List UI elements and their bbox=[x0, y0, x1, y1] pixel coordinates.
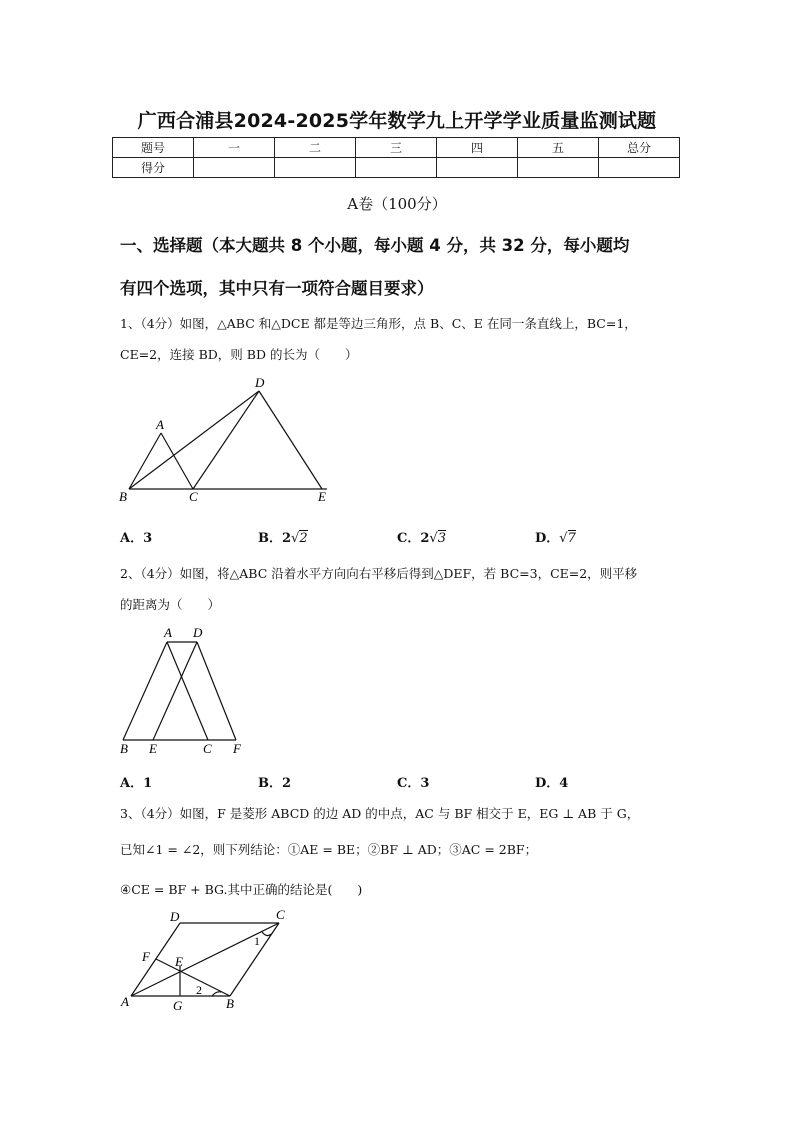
volume-heading: A卷（100分） bbox=[347, 195, 447, 213]
q3-label-c: C bbox=[276, 907, 285, 922]
q1-stem-line2: CE=2，连接 BD，则 BD 的长为（ ） bbox=[120, 347, 358, 362]
sqrt-icon: √ bbox=[429, 531, 438, 546]
q3-label-e: E bbox=[175, 954, 183, 969]
score-input-cell[interactable] bbox=[275, 158, 356, 178]
q1-option-a[interactable]: A．3 bbox=[120, 531, 153, 546]
table-cell: 二 bbox=[275, 138, 356, 158]
q1-figure bbox=[110, 372, 340, 507]
q3-label-d: D bbox=[170, 909, 180, 924]
q2-figure bbox=[112, 622, 252, 757]
q3-stem-line2: 已知∠1 = ∠2，则下列结论：①AE = BE；②BF ⊥ AD；③AC = 2BF； bbox=[120, 842, 538, 857]
q3-stem-line1: 3、（4分）如图，F 是菱形 ABCD 的边 AD 的中点，AC 与 BF 相交于 E，EG ⊥ AB 于 G， bbox=[120, 806, 640, 821]
score-input-cell[interactable] bbox=[194, 158, 275, 178]
score-input-cell[interactable] bbox=[437, 158, 518, 178]
q2-label-d: D bbox=[193, 625, 203, 640]
q2-option-a[interactable]: A．1 bbox=[120, 776, 153, 791]
q2-label-f: F bbox=[233, 741, 241, 756]
q2-option-d[interactable]: D．4 bbox=[535, 776, 569, 791]
q2-stem-line2: 的距离为（ ） bbox=[120, 597, 221, 612]
sqrt-icon: √ bbox=[559, 531, 568, 546]
q3-label-a: A bbox=[121, 994, 129, 1009]
q1-label-c: C bbox=[189, 489, 198, 504]
table-cell: 五 bbox=[518, 138, 599, 158]
q1-label-d: D bbox=[255, 375, 265, 390]
q2-label-e: E bbox=[149, 741, 157, 756]
score-input-cell[interactable] bbox=[356, 158, 437, 178]
q2-label-c: C bbox=[203, 741, 212, 756]
section-heading-line2: 有四个选项，其中只有一项符合题目要求） bbox=[120, 279, 434, 298]
q1-label-a: A bbox=[156, 417, 164, 432]
q2-label-a: A bbox=[164, 625, 172, 640]
table-row bbox=[113, 138, 680, 158]
q2-option-c[interactable]: C．3 bbox=[397, 776, 430, 791]
section-heading-line1: 一、选择题（本大题共 8 个小题，每小题 4 分，共 32 分，每小题均 bbox=[120, 236, 630, 255]
table-cell: 一 bbox=[194, 138, 275, 158]
score-input-cell[interactable] bbox=[518, 158, 599, 178]
q1-option-c[interactable]: C．2√3 bbox=[397, 531, 446, 546]
q1-stem-line1: 1、（4分）如图，△ABC 和△DCE 都是等边三角形，点 B、C、E 在同一条直线上，BC=1， bbox=[120, 316, 637, 331]
q3-stem-line3: ④CE = BF + BG.其中正确的结论是( ) bbox=[120, 882, 363, 897]
q2-option-b[interactable]: B．2 bbox=[258, 776, 292, 791]
table-cell: 总分 bbox=[599, 138, 680, 158]
sqrt-icon: √ bbox=[291, 531, 300, 546]
q3-label-f: F bbox=[142, 949, 150, 964]
page-title: 广西合浦县2024-2025学年数学九上开学学业质量监测试题 bbox=[137, 110, 657, 132]
q1-option-b[interactable]: B．2√2 bbox=[258, 531, 308, 546]
q3-angle-1: 1 bbox=[254, 934, 260, 948]
q1-label-b: B bbox=[119, 489, 127, 504]
table-cell: 三 bbox=[356, 138, 437, 158]
table-cell: 题号 bbox=[113, 138, 194, 158]
q3-label-b: B bbox=[226, 996, 234, 1011]
q2-stem-line1: 2、（4分）如图，将△ABC 沿着水平方向向右平移后得到△DEF，若 BC=3，CE=2，则平移 bbox=[120, 566, 638, 581]
q1-label-e: E bbox=[318, 489, 326, 504]
score-table bbox=[112, 137, 680, 178]
score-input-cell[interactable] bbox=[599, 158, 680, 178]
table-row bbox=[113, 158, 680, 178]
table-cell: 四 bbox=[437, 138, 518, 158]
q3-figure bbox=[112, 904, 302, 1014]
q1-option-d[interactable]: D．√7 bbox=[535, 531, 576, 546]
q2-label-b: B bbox=[120, 741, 128, 756]
q3-angle-2: 2 bbox=[196, 983, 202, 997]
q3-label-g: G bbox=[173, 998, 183, 1013]
table-cell: 得分 bbox=[113, 158, 194, 178]
